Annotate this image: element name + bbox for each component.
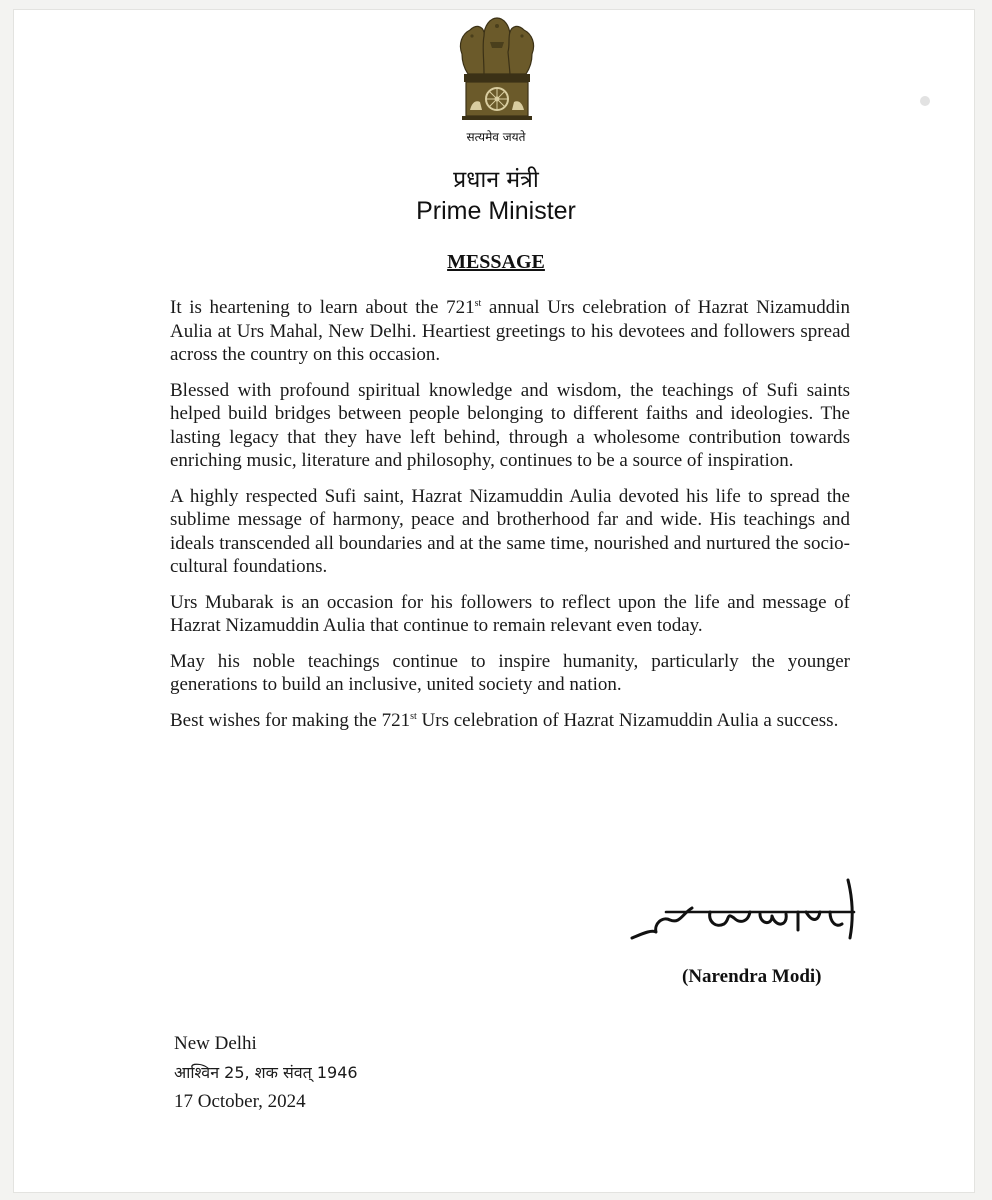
emblem-motto: सत्यमेव जयते (466, 130, 526, 144)
signatory-name: (Narendra Modi) (682, 966, 822, 987)
office-title-english: Prime Minister (416, 197, 576, 225)
place-city: New Delhi (174, 1033, 257, 1054)
paper-mark (920, 96, 930, 106)
paragraph: A highly respected Sufi saint, Hazrat Nizamuddin Aulia devoted his life to spread the sublime message of harmony, peace and brotherhood far and wide. His teachings and ideals transcended all boundaries and at the same time, nourished and nurtured the socio-cultural foundations. (170, 485, 850, 577)
paragraph: May his noble teachings continue to inspire humanity, particularly the younger generations to build an inclusive, united society and nation. (170, 650, 850, 695)
paragraph: Blessed with profound spiritual knowledge and wisdom, the teachings of Sufi saints helped build bridges between people belonging to different faiths and ideologies. The lasting legacy that they have left behind, through a wholesome contribution towards enriching music, literature and philosophy, continues to be a source of inspiration. (170, 379, 850, 471)
date-hindi: आश्विन 25, शक संवत् 1946 (174, 1063, 358, 1082)
message-body (170, 296, 850, 744)
paragraph: Best wishes for making the 721st Urs celebration of Hazrat Nizamuddin Aulia a success. (170, 709, 839, 731)
place-and-date (174, 1029, 358, 1116)
paragraph: Urs Mubarak is an occasion for his followers to reflect upon the life and message of Hazrat Nizamuddin Aulia that continue to remain relevant even today. (170, 591, 850, 636)
paragraph: It is heartening to learn about the 721st annual Urs celebration of Hazrat Nizamuddin Aulia at Urs Mahal, New Delhi. Heartiest greetings to his devotees and followers spread across the country on this occasion. (170, 297, 850, 365)
office-title-hindi: प्रधान मंत्री (453, 167, 539, 193)
national-emblem (454, 14, 540, 128)
handwritten-signature (622, 872, 858, 952)
date-english: 17 October, 2024 (174, 1091, 306, 1112)
message-heading: MESSAGE (447, 251, 545, 273)
